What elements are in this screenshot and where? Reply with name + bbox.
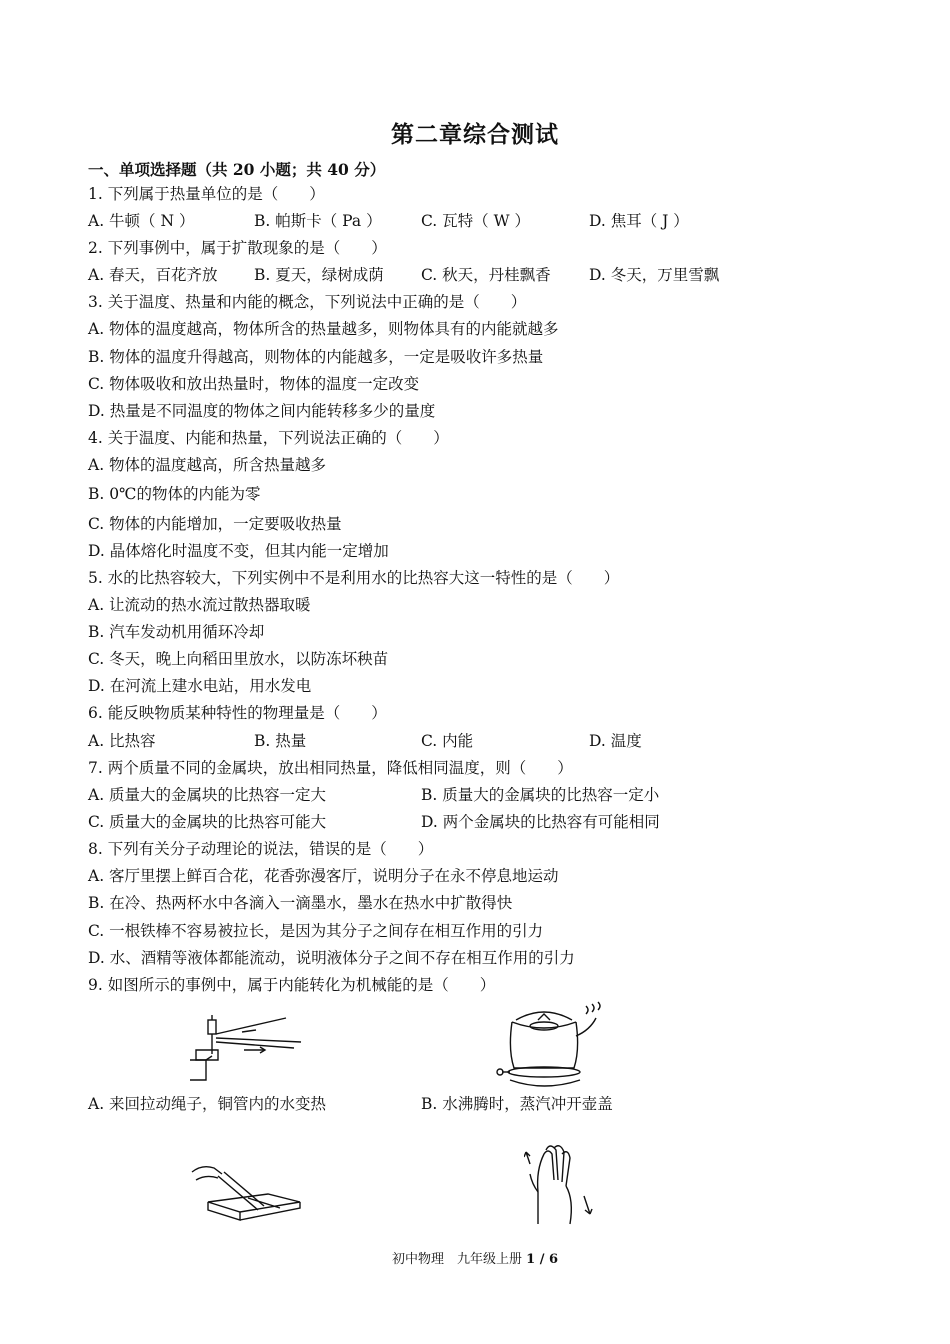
question-8-option-d: D. 水、酒精等液体都能流动，说明液体分子之间不存在相互作用的引力	[88, 949, 575, 967]
question-8-option-c: C. 一根铁棒不容易被拉长，是因为其分子之间存在相互作用的引力	[88, 922, 544, 940]
question-5-option-a: A. 让流动的热水流过散热器取暖	[88, 596, 311, 614]
question-2-option-a: A. 春天，百花齐放	[88, 266, 218, 284]
question-3-option-b: B. 物体的温度升得越高，则物体的内能越多，一定是吸收许多热量	[88, 348, 544, 366]
question-6-option-a: A. 比热容	[88, 732, 156, 750]
figure-sawing-wood	[188, 1158, 308, 1222]
page-title: 第二章综合测试	[391, 121, 559, 148]
question-5-option-b: B. 汽车发动机用循环冷却	[88, 623, 265, 641]
question-1-option-b: B. 帕斯卡（ Pa ）	[254, 212, 382, 230]
question-3-option-d: D. 热量是不同温度的物体之间内能转移多少的量度	[88, 402, 436, 420]
question-4-option-c: C. 物体的内能增加，一定要吸收热量	[88, 515, 342, 533]
page-number: 1 / 6	[526, 1252, 559, 1267]
question-7-option-c: C. 质量大的金属块的比热容可能大	[88, 813, 327, 831]
question-7-option-a: A. 质量大的金属块的比热容一定大	[88, 786, 327, 804]
question-1-option-d: D. 焦耳（ J ）	[589, 212, 689, 230]
question-6-option-d: D. 温度	[589, 732, 642, 750]
question-7-stem: 7. 两个质量不同的金属块，放出相同热量，降低相同温度，则（ ）	[88, 759, 573, 777]
question-3-stem: 3. 关于温度、热量和内能的概念，下列说法中正确的是（ ）	[88, 293, 527, 311]
question-8-option-a: A. 客厅里摆上鲜百合花，花香弥漫客厅，说明分子在永不停息地运动	[88, 867, 559, 885]
section-heading: 一、单项选择题（共 20 小题；共 40 分）	[88, 160, 386, 179]
question-4-option-d: D. 晶体熔化时温度不变，但其内能一定增加	[88, 542, 389, 560]
question-9-stem: 9. 如图所示的事例中，属于内能转化为机械能的是（ ）	[88, 976, 496, 994]
question-9-option-a: A. 来回拉动绳子，铜管内的水变热	[88, 1095, 327, 1113]
question-8-option-b: B. 在冷、热两杯水中各滴入一滴墨水，墨水在热水中扩散得快	[88, 894, 513, 912]
page-footer	[0, 1248, 950, 1267]
question-4-option-a: A. 物体的温度越高，所含热量越多	[88, 456, 327, 474]
question-7-option-d: D. 两个金属块的比热容有可能相同	[421, 813, 660, 831]
question-3-option-c: C. 物体吸收和放出热量时，物体的温度一定改变	[88, 375, 420, 393]
question-1-option-a: A. 牛顿（ N ）	[88, 212, 195, 230]
question-9-option-b: B. 水沸腾时，蒸汽冲开壶盖	[421, 1095, 613, 1113]
question-1-option-c: C. 瓦特（ W ）	[421, 212, 530, 230]
question-6-stem: 6. 能反映物质某种特性的物理量是（ ）	[88, 704, 387, 722]
question-3-option-a: A. 物体的温度越高，物体所含的热量越多，则物体具有的内能就越多	[88, 320, 559, 338]
question-2-option-c: C. 秋天，丹桂飘香	[421, 266, 551, 284]
question-4-option-b: B. 0℃的物体的内能为零	[88, 485, 261, 503]
question-2-option-b: B. 夏天，绿树成荫	[254, 266, 384, 284]
figure-boiling-kettle	[488, 1000, 613, 1090]
question-6-option-c: C. 内能	[421, 732, 474, 750]
question-2-option-d: D. 冬天，万里雪飘	[589, 266, 720, 284]
question-5-option-d: D. 在河流上建水电站，用水发电	[88, 677, 312, 695]
question-6-option-b: B. 热量	[254, 732, 307, 750]
figure-copper-tube-rope	[186, 1012, 306, 1084]
footer-text: 初中物理 九年级上册	[391, 1252, 522, 1267]
question-5-option-c: C. 冬天，晚上向稻田里放水，以防冻坏秧苗	[88, 650, 389, 668]
figure-rubbing-hands	[524, 1140, 596, 1230]
question-1-stem: 1. 下列属于热量单位的是（ ）	[88, 185, 325, 203]
question-8-stem: 8. 下列有关分子动理论的说法，错误的是（ ）	[88, 840, 434, 858]
question-4-stem: 4. 关于温度、内能和热量，下列说法正确的（ ）	[88, 429, 449, 447]
question-5-stem: 5. 水的比热容较大，下列实例中不是利用水的比热容大这一特性的是（ ）	[88, 569, 620, 587]
question-2-stem: 2. 下列事例中，属于扩散现象的是（ ）	[88, 239, 387, 257]
question-7-option-b: B. 质量大的金属块的比热容一定小	[421, 786, 660, 804]
